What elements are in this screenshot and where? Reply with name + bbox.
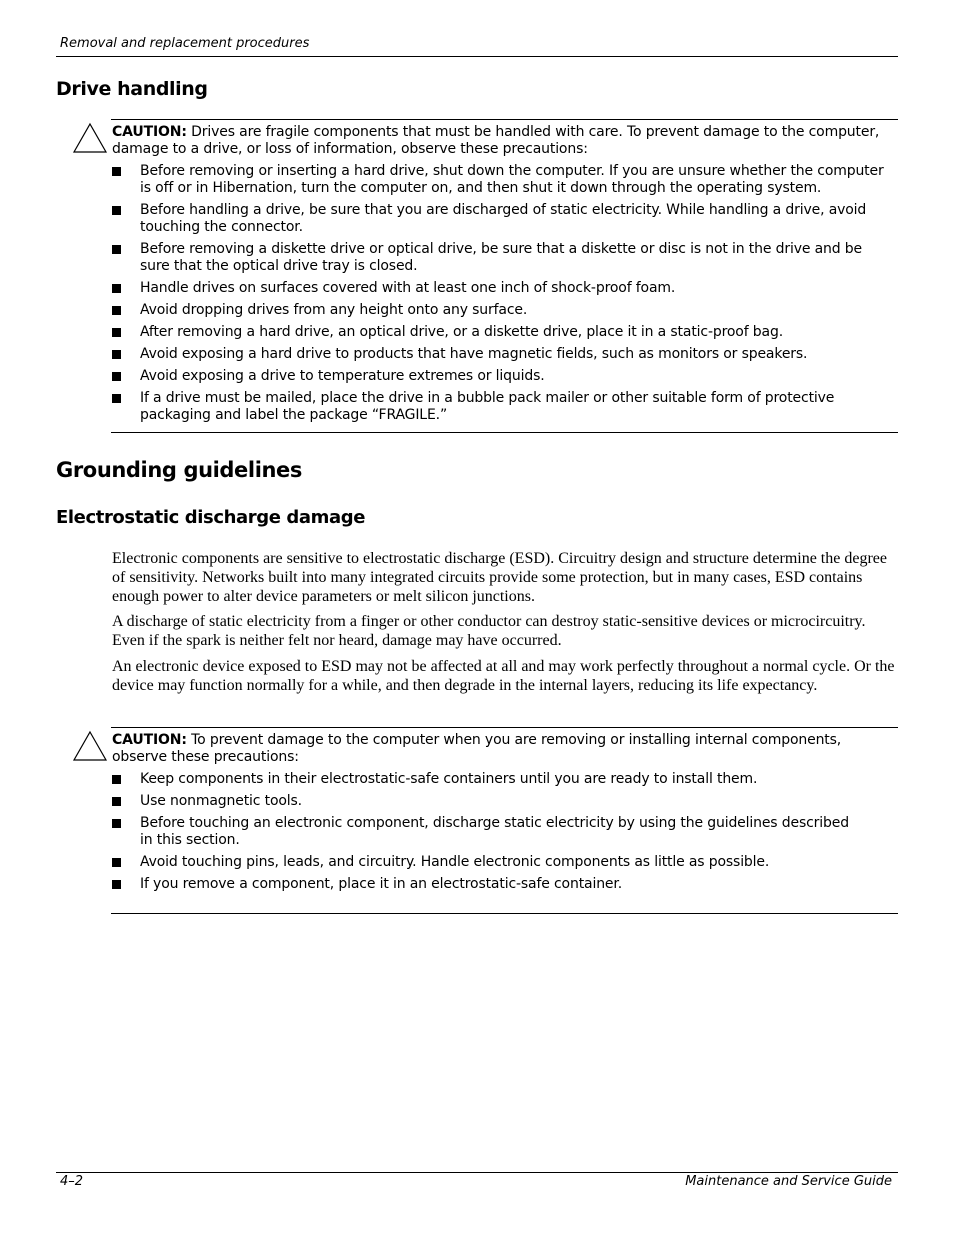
caution-label: CAUTION: [112, 732, 187, 748]
bullet-square-icon [112, 306, 121, 315]
caution-drive-handling [112, 124, 882, 158]
caution-top-rule [111, 119, 898, 120]
esd-paragraph-2: A discharge of static electricity from a finger or other conductor can destroy static-sensitive devices or microcircuitry. Even if the spark is neither felt nor heard, damage may have occurred. [112, 613, 866, 649]
bullet-square-icon [112, 372, 121, 381]
esd-precautions-list [112, 771, 852, 898]
bullet-square-icon [112, 328, 121, 337]
list-item [112, 280, 892, 297]
drive-precautions-list [112, 163, 892, 429]
bullet-square-icon [112, 206, 121, 215]
bullet-square-icon [112, 858, 121, 867]
list-item [112, 202, 892, 236]
caution-text: Drives are fragile components that must be handled with care. To prevent damage to the computer, damage to a drive, or loss of information, observe these precautions: [112, 124, 880, 157]
list-item-text: After removing a hard drive, an optical drive, or a diskette drive, place it in a static-proof bag. [140, 324, 784, 340]
list-item [112, 241, 892, 275]
list-item-text: Before removing or inserting a hard drive, shut down the computer. If you are unsure whether the computer is off or in Hibernation, turn the computer on, and then shut it down through the operating system. [140, 163, 884, 196]
list-item [112, 854, 852, 871]
caution-esd [112, 732, 882, 766]
bullet-square-icon [112, 284, 121, 293]
header-rule [56, 56, 898, 57]
subheading-esd: Electrostatic discharge damage [56, 507, 366, 528]
list-item-text: Keep components in their electrostatic-safe containers until you are ready to install them. [140, 771, 758, 787]
list-item-text: Avoid exposing a drive to temperature extremes or liquids. [140, 368, 545, 384]
caution-triangle-icon [72, 122, 108, 154]
caution-triangle-icon [72, 730, 108, 762]
bullet-square-icon [112, 880, 121, 889]
list-item [112, 771, 852, 788]
list-item [112, 876, 852, 893]
list-item-text: If you remove a component, place it in an electrostatic-safe container. [140, 876, 623, 892]
list-item-text: Use nonmagnetic tools. [140, 793, 302, 809]
caution-label: CAUTION: [112, 124, 187, 140]
bullet-square-icon [112, 819, 121, 828]
list-item-text: Before handling a drive, be sure that you are discharged of static electricity. While handling a drive, avoid touching the connector. [140, 202, 867, 235]
list-item-text: Before touching an electronic component, discharge static electricity by using the guidelines described in this section. [140, 815, 849, 848]
list-item [112, 346, 892, 363]
bullet-square-icon [112, 245, 121, 254]
list-item [112, 163, 892, 197]
list-item [112, 324, 892, 341]
caution-bottom-rule [111, 432, 898, 433]
list-item-text: Handle drives on surfaces covered with at least one inch of shock-proof foam. [140, 280, 676, 296]
bullet-square-icon [112, 394, 121, 403]
section-heading-drive-handling: Drive handling [56, 78, 208, 100]
list-item-text: If a drive must be mailed, place the drive in a bubble pack mailer or other suitable form of protective packaging and label the package “FRAGILE.” [140, 390, 835, 423]
caution-bottom-rule [111, 913, 898, 914]
bullet-square-icon [112, 797, 121, 806]
esd-paragraph-1: Electronic components are sensitive to electrostatic discharge (ESD). Circuitry design and structure determine the degree of sensitivity. Networks built into many integrated circuits provide some protection, but in many cases, ESD contains enough power to alter device parameters or melt silicon junctions. [112, 550, 887, 605]
running-header: Removal and replacement procedures [60, 36, 310, 51]
list-item [112, 793, 852, 810]
list-item-text: Avoid exposing a hard drive to products that have magnetic fields, such as monitors or speakers. [140, 346, 808, 362]
bullet-square-icon [112, 167, 121, 176]
list-item [112, 390, 892, 424]
page-number: 4–2 [60, 1174, 84, 1189]
esd-paragraph-3: An electronic device exposed to ESD may not be affected at all and may work perfectly throughout a normal cycle. Or the device may function normally for a while, and then degrade in the internal layers, reducing its life expectancy. [112, 658, 895, 694]
bullet-square-icon [112, 775, 121, 784]
list-item-text: Avoid dropping drives from any height onto any surface. [140, 302, 528, 318]
list-item-text: Avoid touching pins, leads, and circuitry. Handle electronic components as little as possible. [140, 854, 770, 870]
caution-top-rule [111, 727, 898, 728]
list-item-text: Before removing a diskette drive or optical drive, be sure that a diskette or disc is not in the drive and be sure that the optical drive tray is closed. [140, 241, 863, 274]
list-item [112, 815, 852, 849]
guide-title: Maintenance and Service Guide [685, 1174, 892, 1189]
list-item [112, 368, 892, 385]
footer-rule [56, 1172, 898, 1173]
list-item [112, 302, 892, 319]
bullet-square-icon [112, 350, 121, 359]
caution-text: To prevent damage to the computer when you are removing or installing internal components, observe these precautions: [112, 732, 842, 765]
section-heading-grounding: Grounding guidelines [56, 458, 302, 482]
